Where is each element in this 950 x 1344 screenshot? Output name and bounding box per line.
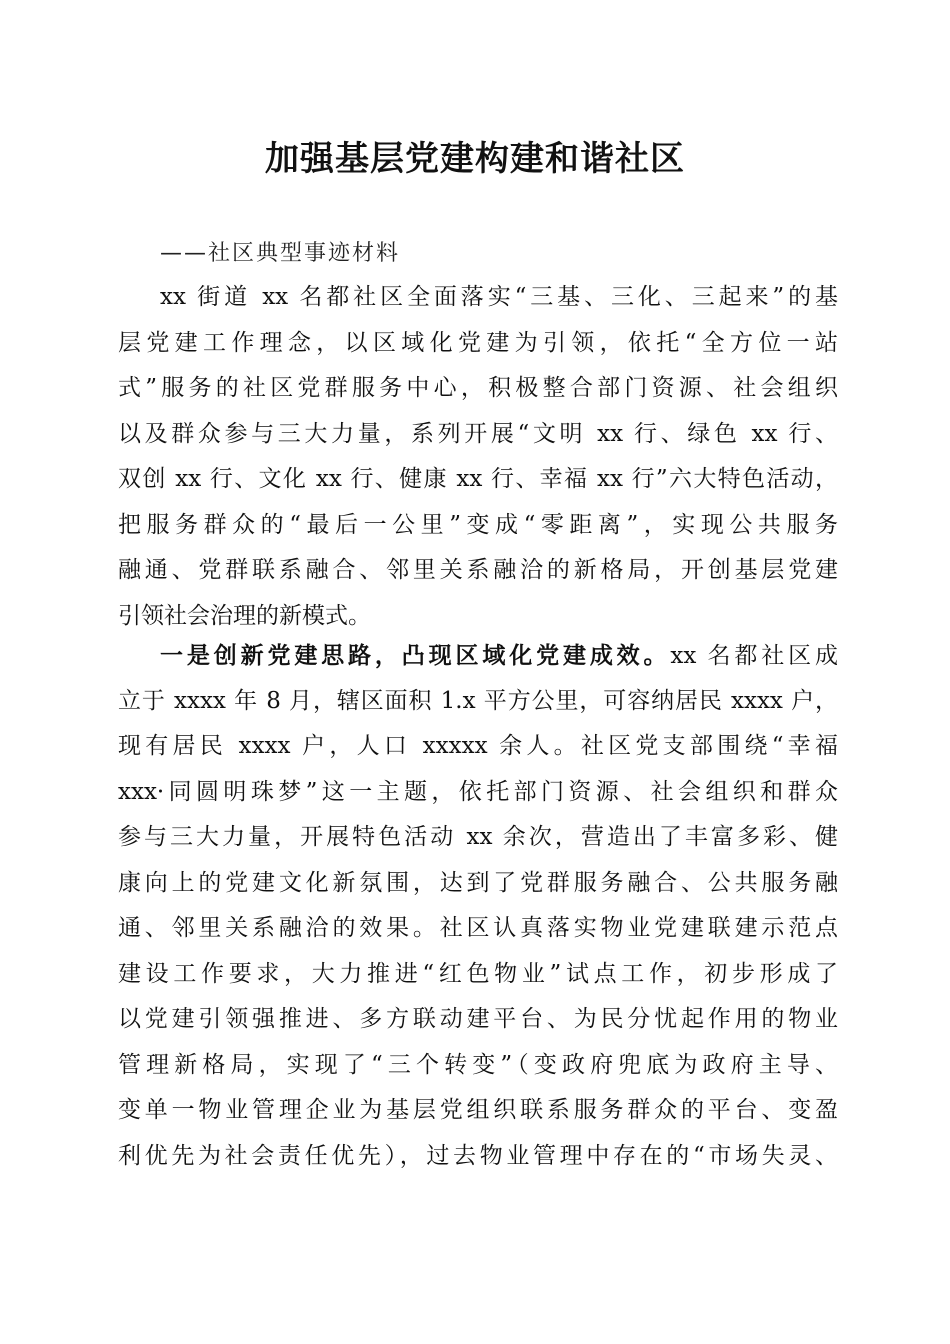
- document-title: 加强基层党建构建和谐社区: [265, 139, 685, 179]
- paragraph-section-one: [118, 633, 838, 1179]
- paragraph-intro: [118, 275, 838, 639]
- paragraph-line: 双创 xx 行、文化 xx 行、健康 xx 行、幸福 xx 行”六大特色活动，: [118, 466, 838, 492]
- first-line-rest: xx 名都社区成: [670, 643, 838, 669]
- paragraph-line: 参与三大力量，开展特色活动 xx 余次，营造出了丰富多彩、健: [118, 824, 838, 850]
- paragraph-line: 利优先为社会责任优先），过去物业管理中存在的“市场失灵、: [118, 1142, 838, 1169]
- paragraph-line: 把服务群众的“最后一公里”变成“零距离”，实现公共服务: [118, 511, 838, 538]
- paragraph-line: 以党建引领强推进、多方联动建平台、为民分忧起作用的物业: [118, 1006, 838, 1032]
- paragraph-line: 引领社会治理的新模式。: [118, 602, 371, 629]
- paragraph-line: xx 街道 xx 名都社区全面落实“三基、三化、三起来”的基: [160, 284, 838, 310]
- paragraph-line: xxx·同圆明珠梦”这一主题，依托部门资源、社会组织和群众: [118, 778, 838, 805]
- paragraph-line: 式”服务的社区党群服务中心，积极整合部门资源、社会组织: [118, 375, 838, 401]
- paragraph-line: 变单一物业管理企业为基层党组织联系服务群众的平台、变盈: [118, 1097, 838, 1123]
- paragraph-line: 以及群众参与三大力量，系列开展“文明 xx 行、绿色 xx 行、: [118, 420, 838, 447]
- document-subtitle: ——社区典型事迹材料: [160, 241, 401, 266]
- paragraph-line: 康向上的党建文化新氛围，达到了党群服务融合、公共服务融: [118, 869, 838, 896]
- paragraph-line: 现有居民 xxxx 户，人口 xxxxx 余人。社区党支部围绕“幸福: [118, 733, 838, 759]
- paragraph-line: 层党建工作理念，以区域化党建为引领，依托“全方位一站: [118, 329, 838, 356]
- section-heading: 一是创新党建思路，凸现区域化党建成效。: [160, 642, 671, 669]
- paragraph-line: 建设工作要求，大力推进“红色物业”试点工作，初步形成了: [118, 960, 838, 987]
- paragraph-line: 立于 xxxx 年 8 月，辖区面积 1.x 平方公里，可容纳居民 xxxx 户，: [118, 687, 838, 714]
- paragraph-first-line: [118, 633, 838, 679]
- paragraph-line: 管理新格局，实现了“三个转变”（变政府兜底为政府主导、: [118, 1051, 838, 1078]
- paragraph-line: 通、邻里关系融洽的效果。社区认真落实物业党建联建示范点: [118, 915, 838, 941]
- paragraph-line: 融通、党群联系融合、邻里关系融洽的新格局，开创基层党建: [118, 557, 838, 583]
